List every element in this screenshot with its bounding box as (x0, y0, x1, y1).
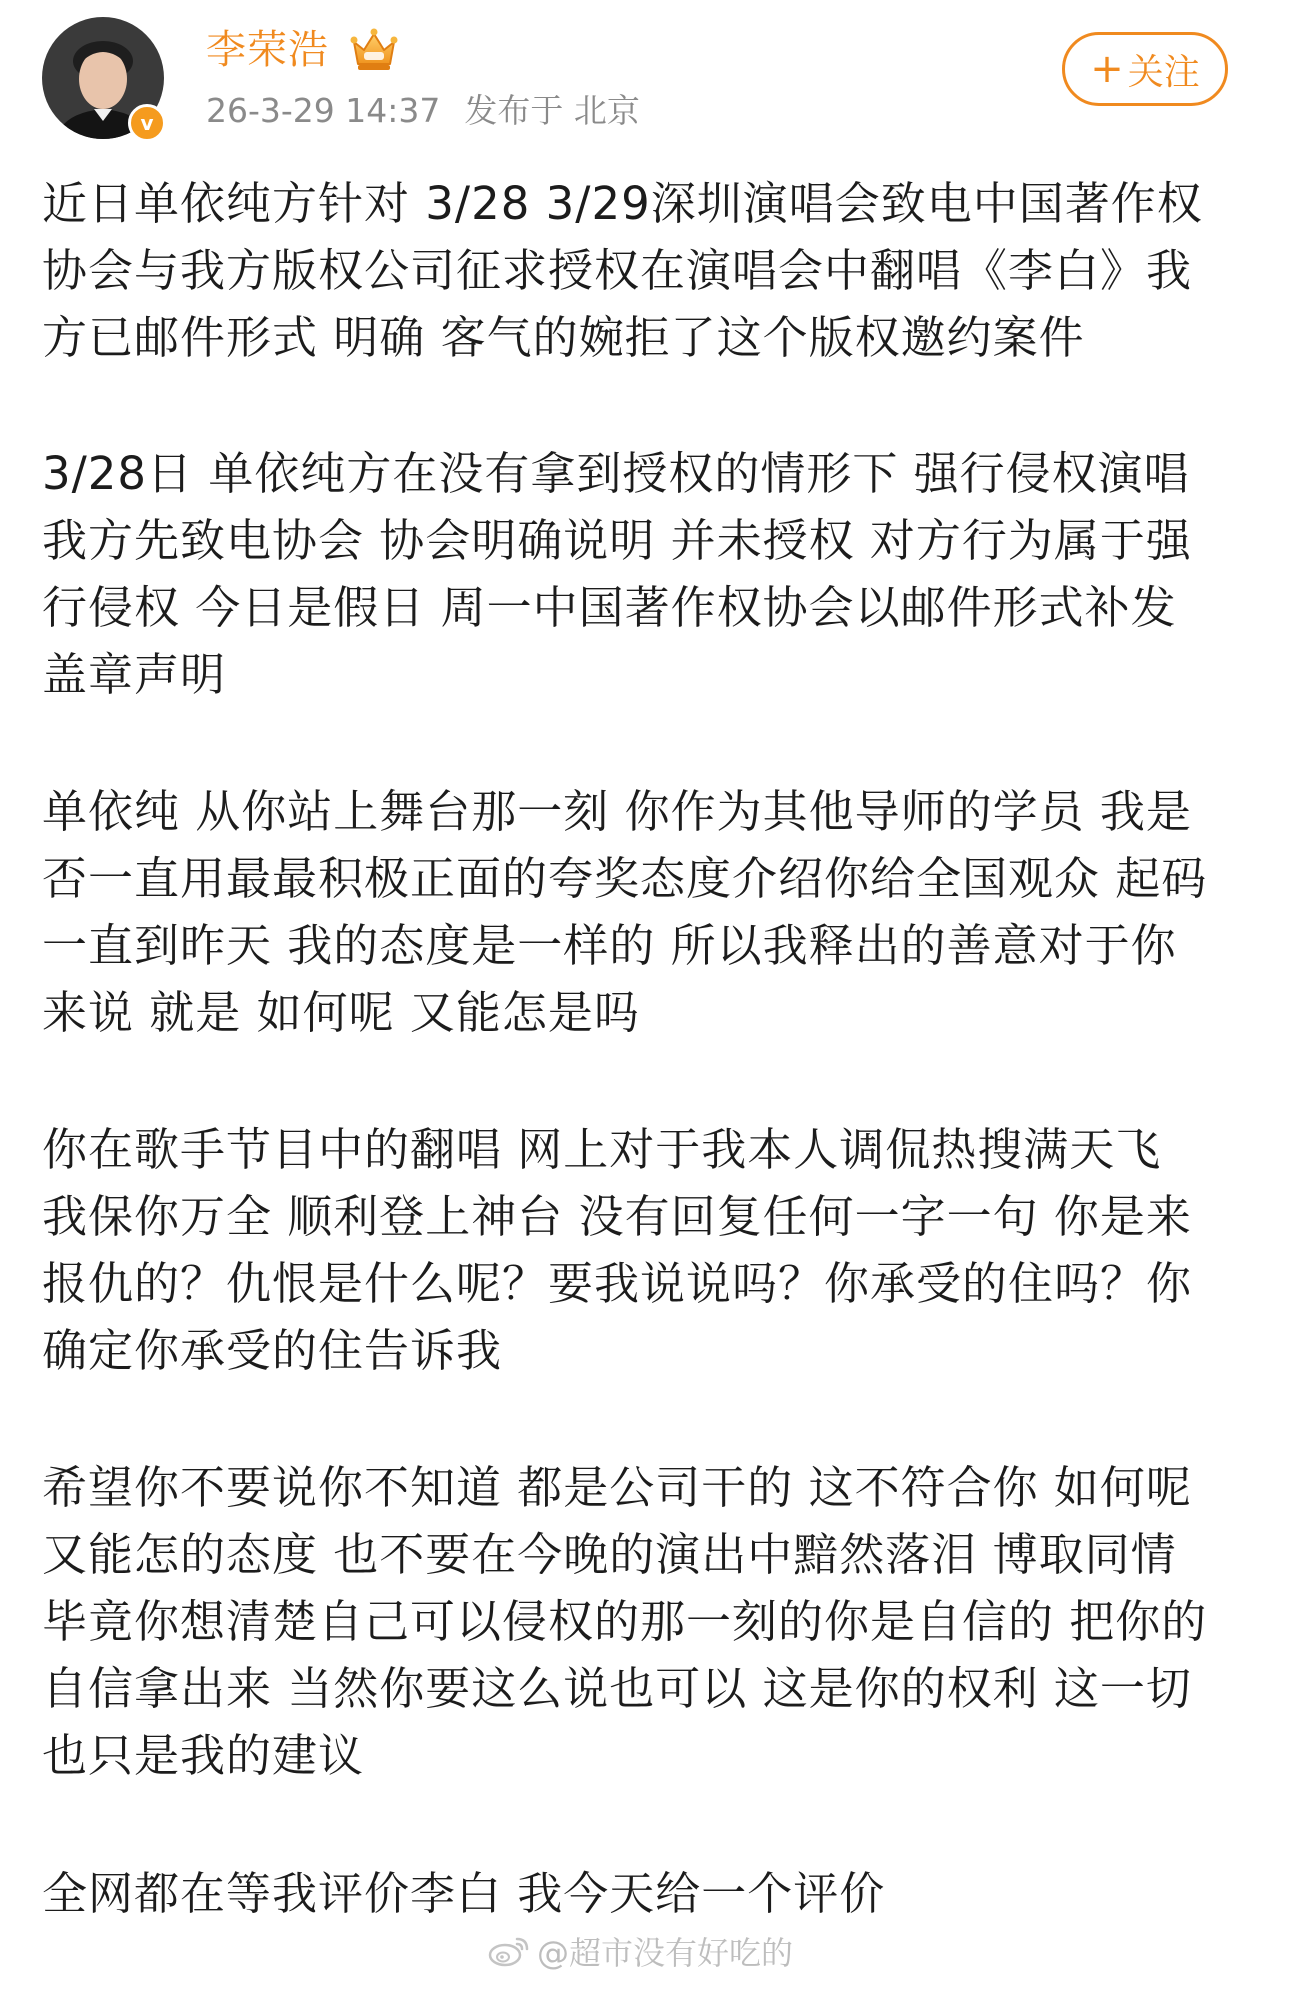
follow-label: 关注 (1127, 51, 1200, 93)
text-line: 一直到昨天 我的态度是一样的 所以我释出的善意对于你 (42, 919, 1177, 972)
text-line: 单依纯 从你站上舞台那一刻 你作为其他导师的学员 我是 (42, 785, 1192, 838)
crown-icon (348, 26, 400, 72)
post-paragraph (42, 1860, 885, 1927)
text-line: 毕竟你想清楚自己可以侵权的那一刻的你是自信的 把你的 (42, 1595, 1208, 1648)
text-line: 确定你承受的住告诉我 (42, 1324, 503, 1377)
post-timestamp: 26-3-29 14:37 (206, 91, 441, 130)
post-paragraph (42, 1116, 1192, 1384)
verified-badge-icon: v (128, 104, 166, 142)
post-paragraph (42, 1454, 1207, 1789)
text-line: 我保你万全 顺利登上神台 没有回复任何一字一句 你是来 (42, 1190, 1192, 1243)
text-line: 盖章声明 (42, 648, 227, 701)
text-line: 行侵权 今日是假日 周一中国著作权协会以邮件形式补发 (42, 581, 1177, 634)
text-line: 否一直用最最积极正面的夸奖态度介绍你给全国观众 起码 (42, 852, 1208, 905)
post-meta (206, 90, 640, 132)
text-line: 近日单依纯方针对 3/28 3/29深圳演唱会致电中国著作权 (42, 177, 1203, 230)
post-paragraph (42, 440, 1192, 708)
text-line: 3/28日 单依纯方在没有拿到授权的情形下 强行侵权演唱 (42, 447, 1190, 500)
text-line: 希望你不要说你不知道 都是公司干的 这不符合你 如何呢 (42, 1461, 1192, 1514)
watermark (487, 1926, 793, 1976)
text-line: 我方先致电协会 协会明确说明 并未授权 对方行为属于强 (42, 514, 1192, 567)
post-paragraph (42, 778, 1207, 1046)
post-paragraph (42, 170, 1203, 371)
text-line: 全网都在等我评价李白 我今天给一个评价 (42, 1867, 886, 1920)
post-header (0, 0, 1290, 160)
post-location: 发布于 北京 (464, 91, 640, 130)
text-line: 又能怎的态度 也不要在今晚的演出中黯然落泪 博取同情 (42, 1528, 1177, 1581)
plus-icon: + (1090, 46, 1124, 92)
username[interactable]: 李荣浩 (206, 27, 329, 73)
text-line: 报仇的？仇恨是什么呢？要我说说吗？你承受的住吗？你 (42, 1257, 1193, 1310)
weibo-logo-icon (487, 1933, 531, 1969)
text-line: 协会与我方版权公司征求授权在演唱会中翻唱《李白》我 (42, 244, 1193, 297)
text-line: 你在歌手节目中的翻唱 网上对于我本人调侃热搜满天飞 (42, 1123, 1162, 1176)
text-line: 也只是我的建议 (42, 1729, 365, 1782)
watermark-text: @超市没有好吃的 (537, 1934, 794, 1972)
text-line: 自信拿出来 当然你要这么说也可以 这是你的权利 这一切 (42, 1662, 1192, 1715)
follow-button[interactable] (1062, 32, 1228, 106)
text-line: 来说 就是 如何呢 又能怎是吗 (42, 986, 640, 1039)
text-line: 方已邮件形式 明确 客气的婉拒了这个版权邀约案件 (42, 311, 1085, 364)
